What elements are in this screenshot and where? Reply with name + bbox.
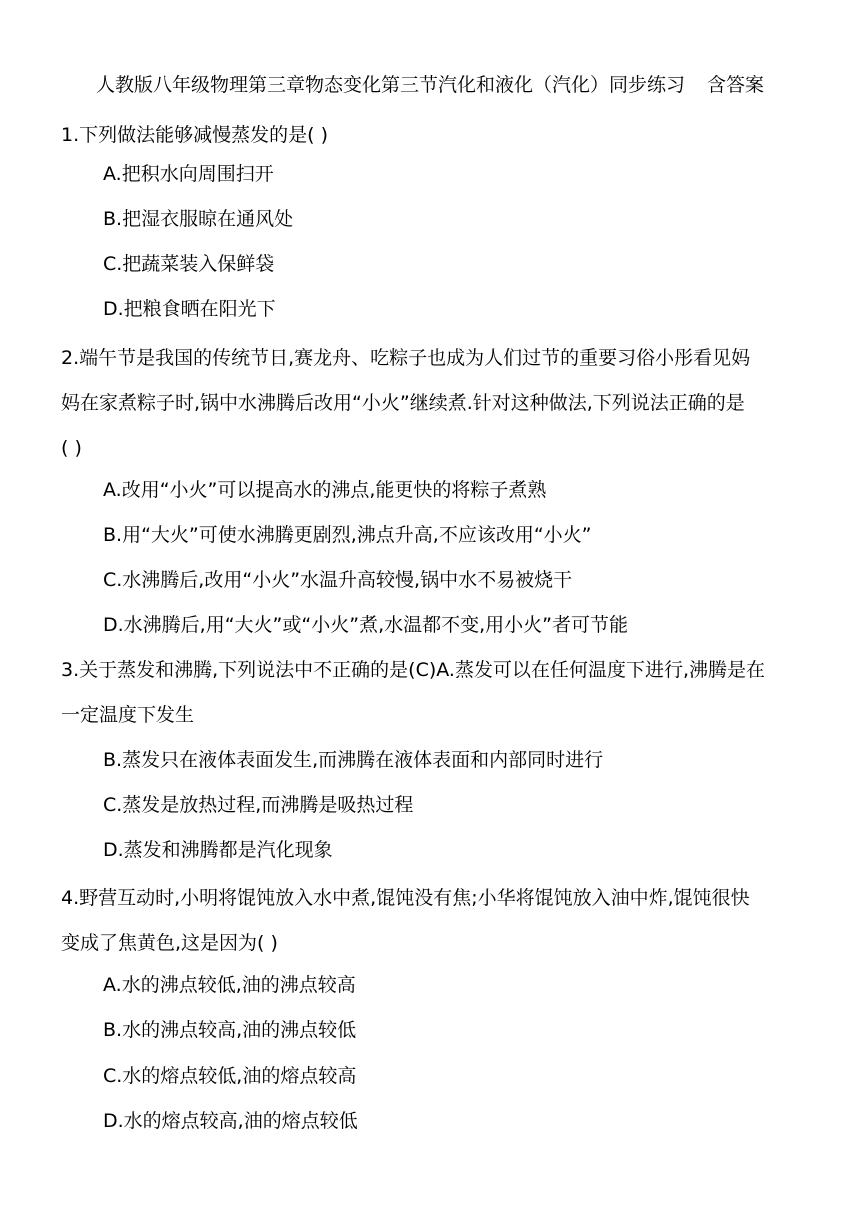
question-line: 一定温度下发生 (61, 704, 195, 726)
question-4-stem (61, 876, 805, 966)
question-3-option-d: D.蒸发和沸腾都是汽化现象 (103, 839, 333, 861)
question-line: 妈在家煮粽子时,锅中水沸腾后改用“小火”继续煮.针对这种做法,下列说法正确的是 (61, 392, 745, 414)
title-main: 人教版八年级物理第三章物态变化第三节汽化和液化（汽化）同步练习 (96, 74, 686, 96)
question-2-option-d: D.水沸腾后,用“大火”或“小火”煮,水温都不变,用小火”者可节能 (103, 614, 629, 636)
question-3-option-b: B.蒸发只在液体表面发生,而沸腾在液体表面和内部同时进行 (103, 749, 604, 771)
question-line: 4.野营互动时,小明将馄饨放入水中煮,馄饨没有焦;小华将馄饨放入油中炸,馄饨很快 (61, 887, 750, 909)
question-line: 变成了焦黄色,这是因为( ) (61, 932, 278, 954)
title-suffix: 含答案 (707, 74, 765, 96)
question-1-option-d: D.把粮食晒在阳光下 (103, 298, 276, 320)
question-3-stem (61, 648, 805, 738)
question-4-option-c: C.水的熔点较低,油的熔点较高 (103, 1065, 357, 1087)
question-1-stem (61, 113, 805, 158)
question-line: 2.端午节是我国的传统节日,赛龙舟、吃粽子也成为人们过节的重要习俗小彤看见妈 (61, 347, 751, 369)
document-title (96, 70, 764, 100)
question-3-option-c: C.蒸发是放热过程,而沸腾是吸热过程 (103, 794, 414, 816)
question-line: 3.关于蒸发和沸腾,下列说法中不正确的是(C)A.蒸发可以在任何温度下进行,沸腾是在 (61, 659, 766, 681)
question-1-option-a: A.把积水向周围扫开 (103, 163, 274, 185)
question-4-option-d: D.水的熔点较高,油的熔点较低 (103, 1110, 358, 1132)
question-2-option-b: B.用“大火”可使水沸腾更剧烈,沸点升高,不应该改用“小火” (103, 524, 592, 546)
question-line: ( ) (61, 437, 82, 459)
question-line: 1.下列做法能够减慢蒸发的是( ) (61, 124, 328, 146)
question-4-option-b: B.水的沸点较高,油的沸点较低 (103, 1019, 357, 1041)
question-2-option-c: C.水沸腾后,改用“小火”水温升高较慢,锅中水不易被烧干 (103, 569, 573, 591)
question-1-option-b: B.把湿衣服晾在通风处 (103, 208, 294, 230)
question-4-option-a: A.水的沸点较低,油的沸点较高 (103, 974, 356, 996)
question-2-option-a: A.改用“小火”可以提高水的沸点,能更快的将粽子煮熟 (103, 479, 547, 501)
question-2-stem (61, 336, 805, 471)
question-1-option-c: C.把蔬菜装入保鲜袋 (103, 253, 275, 275)
